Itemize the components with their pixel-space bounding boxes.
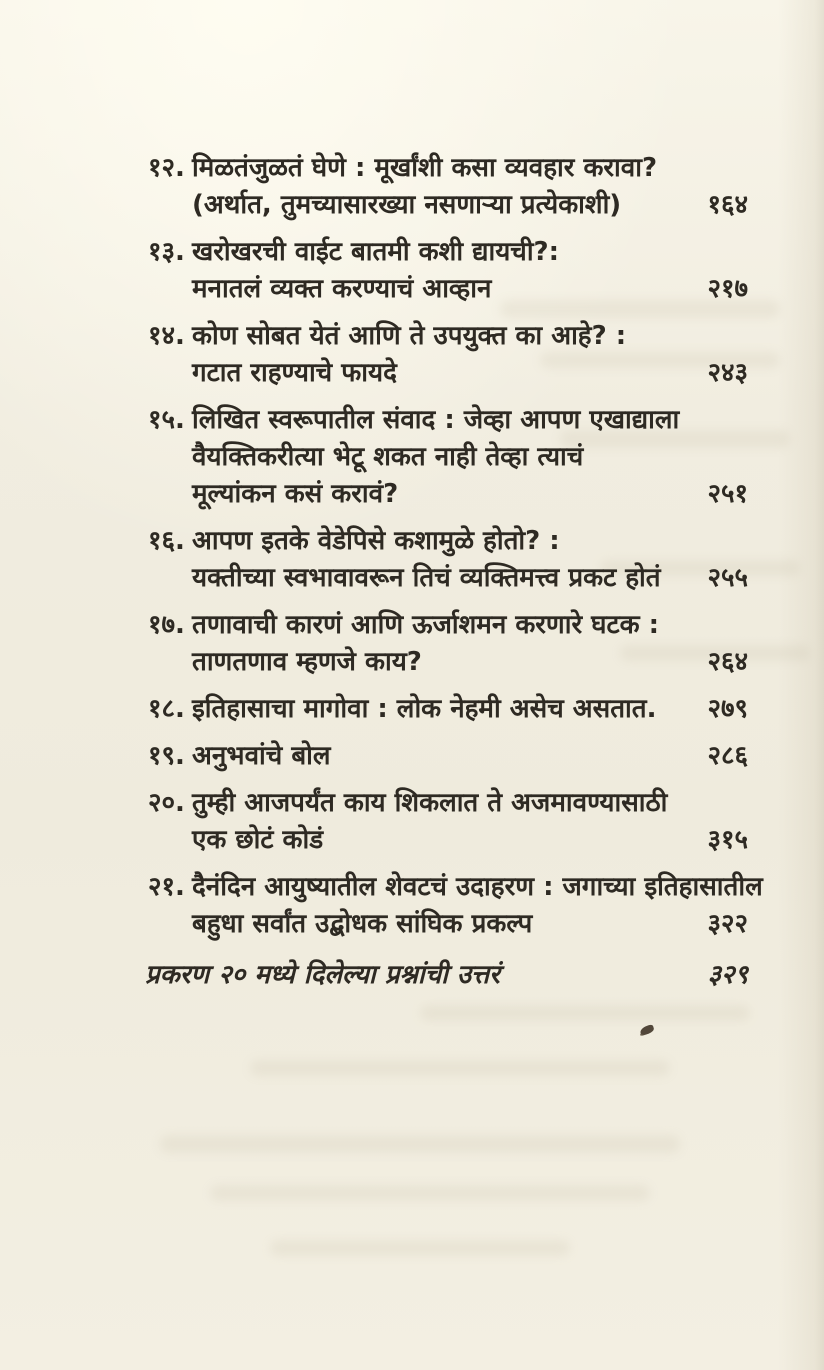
toc-entry bbox=[148, 691, 748, 728]
entry-title-line: इतिहासाचा मागोवा : लोक नेहमी असेच असतात. bbox=[192, 694, 657, 724]
entry-title-line: दैनंदिन आयुष्यातील शेवटचं उदाहरण : जगाच्या इतिहासातील bbox=[192, 872, 763, 902]
entry-title-line: गटात राहण्याचे फायदे bbox=[192, 358, 397, 388]
entry-page-number: २४३ bbox=[707, 358, 748, 388]
show-through-smudge bbox=[420, 1005, 750, 1021]
entry-title-line: तुम्ही आजपर्यंत काय शिकलात ते अजमावण्यासाठी bbox=[192, 788, 668, 818]
entry-number: २१. bbox=[148, 872, 185, 902]
toc-footer bbox=[145, 957, 748, 994]
show-through-smudge bbox=[250, 1060, 670, 1076]
entry-lines bbox=[192, 234, 684, 308]
entry-title-line: मनातलं व्यक्त करण्याचं आव्हान bbox=[192, 274, 492, 304]
show-through-smudge bbox=[160, 1135, 680, 1153]
entry-lines bbox=[192, 785, 684, 859]
entry-page-number: २५५ bbox=[707, 563, 748, 593]
entry-number: १२. bbox=[148, 153, 185, 183]
footer-page-number: ३२९ bbox=[707, 960, 748, 990]
entry-title-line: ताणतणाव म्हणजे काय? bbox=[192, 647, 422, 677]
entry-lines bbox=[192, 150, 684, 224]
entry-lines bbox=[192, 523, 684, 597]
entry-number: १६. bbox=[148, 526, 185, 556]
entry-title-line: मिळतंजुळतं घेणे : मूर्खांशी कसा व्यवहार करावा? bbox=[192, 153, 658, 183]
toc-entry bbox=[148, 607, 748, 681]
entry-number: १८. bbox=[148, 694, 185, 724]
toc-list bbox=[145, 150, 763, 994]
entry-title-line: खरोखरची वाईट बातमी कशी द्यायची?: bbox=[192, 237, 560, 267]
entry-title-line: आपण इतके वेडेपिसे कशामुळे होतो? : bbox=[192, 526, 560, 556]
toc-entry bbox=[148, 318, 748, 392]
entry-title-line: अनुभवांचे बोल bbox=[192, 741, 331, 771]
toc-entry bbox=[148, 869, 763, 943]
entry-lines bbox=[192, 738, 684, 775]
entry-number: १७. bbox=[148, 610, 185, 640]
show-through-smudge bbox=[270, 1240, 570, 1256]
entry-title-line: तणावाची कारणं आणि ऊर्जाशमन करणारे घटक : bbox=[192, 610, 660, 640]
entry-lines bbox=[192, 607, 684, 681]
toc-entry bbox=[148, 402, 748, 513]
entry-title-line: मूल्यांकन कसं करावं? bbox=[192, 479, 399, 509]
toc-entry bbox=[148, 150, 748, 224]
entry-page-number: २१७ bbox=[707, 274, 748, 304]
entry-number: १९. bbox=[148, 741, 185, 771]
toc-entry bbox=[148, 523, 748, 597]
footer-answers-label: प्रकरण २० मध्ये दिलेल्या प्रश्नांची उत्तरं bbox=[145, 960, 500, 990]
entry-page-number: २५१ bbox=[707, 479, 748, 509]
entry-number: १४. bbox=[148, 321, 185, 351]
entry-number: १५. bbox=[148, 405, 185, 435]
entry-page-number: २८६ bbox=[707, 741, 748, 771]
entry-lines bbox=[192, 402, 684, 513]
entry-page-number: ३१५ bbox=[707, 825, 748, 855]
entry-title-line: वैयक्तिकरीत्या भेटू शकत नाही तेव्हा त्याचं bbox=[192, 442, 584, 472]
entry-page-number: २६४ bbox=[707, 647, 748, 677]
entry-page-number: ३२२ bbox=[707, 909, 748, 939]
entry-title-line: कोण सोबत येतं आणि ते उपयुक्त का आहे? : bbox=[192, 321, 627, 351]
entry-title-line: बहुधा सर्वांत उद्बोधक सांघिक प्रकल्प bbox=[192, 909, 533, 939]
entry-page-number: १६४ bbox=[707, 190, 748, 220]
entry-title-line: लिखित स्वरूपातील संवाद : जेव्हा आपण एखाद्याला bbox=[192, 405, 680, 435]
entry-title-line: एक छोटं कोडं bbox=[192, 825, 324, 855]
entry-page-number: २७९ bbox=[707, 694, 748, 724]
entry-title-line: यक्तीच्या स्वभावावरून तिचं व्यक्तिमत्त्व प्रकट होतं bbox=[192, 563, 661, 593]
entry-number: १३. bbox=[148, 237, 185, 267]
toc-entry bbox=[148, 738, 748, 775]
show-through-smudge bbox=[210, 1185, 650, 1201]
entry-lines bbox=[192, 318, 684, 392]
page-edge-shade bbox=[778, 0, 824, 1370]
entry-lines bbox=[192, 691, 684, 728]
toc-entry bbox=[148, 785, 748, 859]
toc-entry bbox=[148, 234, 748, 308]
entry-number: २०. bbox=[148, 788, 185, 818]
entry-title-line: (अर्थात, तुमच्यासारख्या नसणाऱ्या प्रत्येकाशी) bbox=[192, 190, 622, 220]
ink-speck bbox=[639, 1024, 655, 1036]
